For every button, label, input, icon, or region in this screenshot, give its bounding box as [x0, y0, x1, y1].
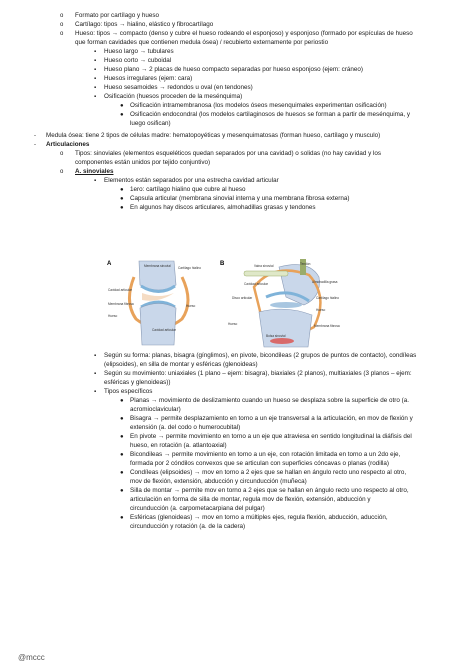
note-line: Condíleas (elipsoides) → mov en torno a 2 ejes que se hallan en ángulo recto uno respecto al otro,	[130, 469, 407, 476]
note-line: Tipos: sinoviales (elementos esqueléticos quedan separados por una cavidad) o solidas (no hay cavidad y los	[75, 150, 382, 157]
bullet-marker: ●	[120, 112, 124, 118]
bullet-marker: o	[60, 13, 64, 19]
note-line: 1ero: cartílago hialino que cubre al hueso	[130, 186, 246, 193]
note-line: En pivote → permite movimiento en torno a un eje que atraviesa en sentido longitudinal la diáfisis del	[130, 433, 412, 440]
label-b: Cavidad articular	[244, 282, 268, 286]
bullet-marker: ●	[120, 196, 124, 202]
note-line: que forman cavidades que contienen medula ósea) / recubierto externamente por periostio	[75, 39, 329, 46]
note-line: luego osifican)	[130, 120, 171, 127]
subsection-heading: A. sinoviales	[75, 168, 114, 175]
note-line: Osificación (huesos proceden de la mesénquima)	[104, 93, 243, 100]
section-heading: Articulaciones	[46, 141, 90, 148]
label-a: Hueso	[108, 314, 118, 318]
bullet-marker: -	[34, 133, 36, 139]
note-line: Hueso largo → tubulares	[104, 48, 174, 55]
note-line: esféricas y glenoideas))	[104, 379, 171, 386]
bullet-marker: ●	[120, 515, 124, 521]
bullet-marker: ●	[120, 103, 124, 109]
label-b: Tendón	[300, 262, 311, 266]
note-line: circunducción (a. carpometacarpiana del pulgar)	[130, 505, 265, 512]
note-line: Huesos irregulares (ejem: cara)	[104, 75, 193, 82]
label-b: Vaina sinovial	[254, 264, 274, 268]
note-line: componentes están unidos por tejido conjuntivo)	[75, 159, 211, 166]
bullet-marker: ▪	[94, 353, 97, 359]
label-a: Membrana sinovial	[144, 264, 171, 268]
label-b: Almohadilla grasa	[312, 280, 338, 284]
note-line: Bisagra → permite desplazamiento en torno a un eje transversal a la articulación, en mov de flexión y	[130, 415, 413, 422]
note-line: Hueso: tipos → compacto (denso y cubre el hueso rodeando el esponjoso) y esponjoso (formado por espículas de hueso	[75, 30, 413, 37]
synovial-joint-illustration	[104, 257, 340, 349]
label-a: Hueso	[186, 304, 196, 308]
bullet-marker: ●	[120, 434, 124, 440]
note-line: Hueso sesamoides → redondos u oval (en tendones)	[104, 84, 253, 91]
note-line: Medula ósea: tiene 2 tipos de células madre: hematopoyéticas y mesenquimatosas (forman hueso, cartílago y musculo)	[46, 132, 381, 139]
label-a: Cavidad articular	[152, 328, 176, 332]
bullet-marker: ●	[120, 187, 124, 193]
note-line: Hueso corto → cuboidal	[104, 57, 172, 64]
note-line: Bicondileas → permite movimiento en torno a un eje, con rotación limitada en torno a un 2do eje,	[130, 451, 401, 458]
note-line: Tipos específicos	[104, 388, 153, 395]
tendon-sheath-b	[244, 271, 288, 276]
bursa-b	[270, 338, 294, 344]
bullet-marker: o	[60, 22, 64, 28]
note-line: Cartílago: tipos → hialino, elástico y fibrocartílago	[75, 21, 214, 28]
bullet-marker: ▪	[94, 85, 97, 91]
bullet-marker: ●	[120, 398, 124, 404]
label-b: Membrana fibrosa	[314, 324, 340, 328]
note-line: Según su movimiento: uniaxiales (1 plano – ejem: bisagra), biaxiales (2 planos), multiaxiales (3 planos – ejem:	[104, 370, 412, 377]
note-line: Capsula articular (membrana sinovial interna y una membrana fibrosa externa)	[130, 195, 350, 202]
label-b: Hueso	[228, 322, 238, 326]
bullet-marker: o	[60, 31, 64, 37]
label-a: Membrana fibrosa	[108, 302, 134, 306]
note-line: mov de flexión, extensión, abducción y circunducción (muñeca)	[130, 478, 307, 485]
bullet-marker: ▪	[94, 178, 97, 184]
bullet-marker: ▪	[94, 49, 97, 55]
label-b: Hueso	[316, 308, 326, 312]
disc-b	[270, 302, 302, 308]
label-b: Disco articular	[232, 296, 253, 300]
label-a: Cavidad articular	[108, 288, 132, 292]
note-line: circunducción y rotación (a. de la cadera)	[130, 523, 246, 530]
note-line: Elementos están separados por una estrecha cavidad articular	[104, 177, 279, 184]
bone-lower-a	[140, 304, 176, 346]
panel-a-label: A	[107, 261, 112, 267]
bullet-marker: ●	[120, 470, 124, 476]
note-line: hueso, en rotación (a. atlantoaxial)	[130, 442, 227, 449]
bullet-marker: o	[60, 169, 64, 175]
bullet-marker: -	[34, 142, 36, 148]
note-line: Hueso plano → 2 placas de hueso compacto separadas por hueso esponjoso (ejem: cráneo)	[104, 66, 364, 73]
note-line: articulación en forma de silla de montar, regula mov de flexión, extensión, abducción y	[130, 496, 371, 503]
note-line: Silla de montar → permite mov en torno a 2 ejes que se hallan en ángulo recto uno respecto al otro,	[130, 487, 409, 494]
note-line: Planas → movimiento de deslizamiento cuando un hueso se desplaza sobre la superficie de otro (a.	[130, 397, 409, 404]
label-b: Cartílago hialino	[316, 296, 340, 300]
bullet-marker: ▪	[94, 67, 97, 73]
bullet-marker: ●	[120, 416, 124, 422]
bullet-marker: ●	[120, 452, 124, 458]
note-line: extensión (a. del codo o humerocubital)	[130, 424, 241, 431]
bullet-marker: o	[60, 151, 64, 157]
bullet-marker: ▪	[94, 371, 97, 377]
bullet-marker: ▪	[94, 58, 97, 64]
bullet-marker: ▪	[94, 94, 97, 100]
label-b: Bolsa sinovial	[266, 334, 286, 338]
note-line: En algunos hay discos articulares, almohadillas grasas y tendones	[130, 204, 316, 211]
note-line: Formato por cartílago y hueso	[75, 12, 159, 19]
note-line: Según su forma: planas, bisagra (gínglimos), en pivote, bicondileas (2 grupos de puntos de contacto), condíleas	[104, 352, 417, 359]
note-line: acromioclavicular)	[130, 406, 181, 413]
watermark: @mccc	[18, 653, 45, 662]
note-line: formada por 2 cóndilos convexos que se articulan con superficies cóncavas o planas (rodilla)	[130, 460, 390, 467]
label-a: Cartílago hialino	[178, 266, 202, 270]
bullet-marker: ▪	[94, 76, 97, 82]
note-line: Esféricas (glenoideas) → mov en torno a múltiples ejes, regula flexión, abducción, aducción,	[130, 514, 388, 521]
bullet-marker: ●	[120, 205, 124, 211]
cavity-a	[142, 293, 174, 301]
panel-b-label: B	[220, 261, 225, 267]
note-line: Osificación intramembranosa (los modelos óseos mesenquimales experimentan osificación)	[130, 102, 387, 109]
bullet-marker: ▪	[94, 389, 97, 395]
synovial-joint-figure	[104, 257, 340, 349]
note-line: (elipsoides), en silla de montar y esféricas (glenoideas)	[104, 361, 258, 368]
note-line: Osificación endocondral (los modelos cartilaginosos de huesos se forman a partir de mesénquima, y	[130, 111, 411, 118]
bullet-marker: ●	[120, 488, 124, 494]
